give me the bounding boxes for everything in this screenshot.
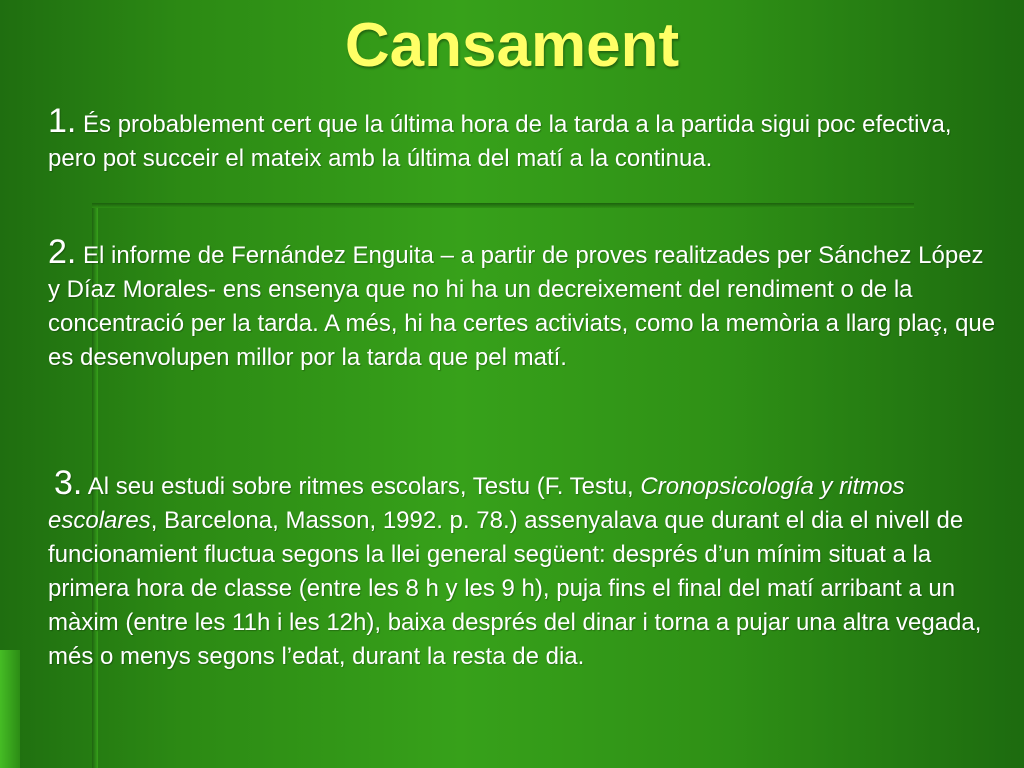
decorative-left-bar — [0, 650, 20, 768]
point-3 — [48, 466, 998, 674]
point-1-number: 1. — [48, 102, 77, 140]
point-1 — [48, 104, 998, 176]
point-2-text: El informe de Fernández Enguita – a partir de proves realitzades per Sánchez López y Díaz Morales- ens ensenya que no hi ha un decreixement del rendiment o de la concentració per la tarda. A més, hi ha certes activiats, como la memòria a llarg plaç, que es desenvolupen millor por la tarda que pel matí. — [48, 242, 996, 371]
decorative-horizontal-bar — [92, 203, 914, 208]
point-3-text-after: , Barcelona, Masson, 1992. p. 78.) assenyalava que durant el dia el nivell de funcionamient fluctua segons la llei general següent: després d’un mínim situat a la primera hora de classe (entre les 8 h y les 9 h), puja fins el final del matí arribant a un màxim (entre les 11h i les 12h), baixa després del dinar i torna a pujar una altra vegada, més o menys segons l’edat, durant la resta de dia. — [48, 507, 982, 670]
point-1-text: És probablement cert que la última hora de la tarda a la partida sigui poc efectiva, pero pot succeir el mateix amb la última del matí a la continua. — [48, 111, 952, 172]
point-3-number: 3. — [54, 464, 83, 502]
point-2-number: 2. — [48, 233, 77, 271]
point-3-book-title: Cronopsicología y ritmos escolares — [48, 473, 905, 534]
point-3-text-before: Al seu estudi sobre ritmes escolars, Testu (F. Testu, — [87, 473, 641, 500]
slide-title: Cansament — [344, 11, 680, 80]
point-2 — [48, 235, 998, 375]
